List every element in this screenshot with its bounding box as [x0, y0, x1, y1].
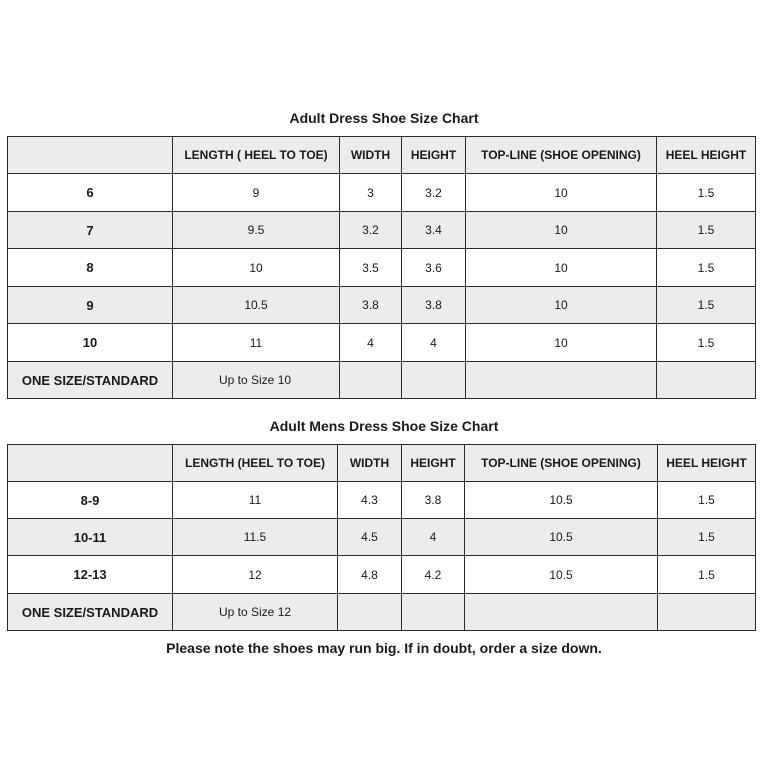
value-cell: 1.5	[657, 287, 756, 324]
value-cell: 3.4	[402, 212, 466, 249]
table1-header-cell	[8, 137, 173, 174]
value-cell: 3.8	[402, 287, 466, 324]
table1-header-cell: HEIGHT	[402, 137, 466, 174]
size-cell: 12-13	[8, 556, 173, 594]
value-cell: 9	[173, 174, 340, 212]
table-row	[8, 249, 756, 287]
table-row	[8, 212, 756, 249]
value-cell: 1.5	[658, 482, 756, 519]
value-cell: 10	[466, 212, 657, 249]
value-cell: 4.5	[338, 519, 402, 556]
table-row	[8, 519, 756, 556]
value-cell: 10	[466, 287, 657, 324]
table-row	[8, 174, 756, 212]
table1-header-cell: LENGTH ( HEEL TO TOE)	[173, 137, 340, 174]
empty-cell	[338, 594, 402, 631]
empty-cell	[340, 362, 402, 399]
value-cell: 4.3	[338, 482, 402, 519]
mens-size-table	[7, 444, 756, 631]
value-cell: 10	[466, 324, 657, 362]
value-cell: 10.5	[173, 287, 340, 324]
value-cell: 10	[466, 249, 657, 287]
womens-size-table	[7, 136, 756, 399]
table-row	[8, 556, 756, 594]
value-cell: 1.5	[657, 212, 756, 249]
value-cell: 4	[402, 519, 465, 556]
value-cell: 1.5	[658, 556, 756, 594]
empty-cell	[657, 362, 756, 399]
table1-header-row	[8, 137, 756, 174]
size-cell: 8	[8, 249, 173, 287]
empty-cell	[402, 594, 465, 631]
one-size-value: Up to Size 12	[173, 594, 338, 631]
value-cell: 4	[402, 324, 466, 362]
size-cell: 8-9	[8, 482, 173, 519]
size-cell: 9	[8, 287, 173, 324]
value-cell: 4.8	[338, 556, 402, 594]
value-cell: 3.2	[340, 212, 402, 249]
empty-cell	[466, 362, 657, 399]
value-cell: 10.5	[465, 556, 658, 594]
table-row	[8, 324, 756, 362]
one-size-label: ONE SIZE/STANDARD	[8, 594, 173, 631]
value-cell: 1.5	[657, 174, 756, 212]
size-cell: 10	[8, 324, 173, 362]
value-cell: 4.2	[402, 556, 465, 594]
one-size-value: Up to Size 10	[173, 362, 340, 399]
value-cell: 1.5	[657, 324, 756, 362]
empty-cell	[465, 594, 658, 631]
table2-header-cell: TOP-LINE (SHOE OPENING)	[465, 445, 658, 482]
value-cell: 3.6	[402, 249, 466, 287]
empty-cell	[402, 362, 466, 399]
value-cell: 3.5	[340, 249, 402, 287]
table-row	[8, 482, 756, 519]
value-cell: 9.5	[173, 212, 340, 249]
table1-header-cell: TOP-LINE (SHOE OPENING)	[466, 137, 657, 174]
value-cell: 1.5	[657, 249, 756, 287]
value-cell: 1.5	[658, 519, 756, 556]
empty-cell	[658, 594, 756, 631]
one-size-label: ONE SIZE/STANDARD	[8, 362, 173, 399]
size-cell: 7	[8, 212, 173, 249]
table2-header-cell: LENGTH (HEEL TO TOE)	[173, 445, 338, 482]
value-cell: 10	[173, 249, 340, 287]
table2-header-cell	[8, 445, 173, 482]
table2-header-cell: HEIGHT	[402, 445, 465, 482]
size-cell: 10-11	[8, 519, 173, 556]
value-cell: 3.8	[340, 287, 402, 324]
value-cell: 4	[340, 324, 402, 362]
table-row	[8, 287, 756, 324]
size-cell: 6	[8, 174, 173, 212]
value-cell: 3.2	[402, 174, 466, 212]
value-cell: 3	[340, 174, 402, 212]
table1-header-cell: HEEL HEIGHT	[657, 137, 756, 174]
value-cell: 3.8	[402, 482, 465, 519]
value-cell: 11	[173, 324, 340, 362]
table2-header-cell: HEEL HEIGHT	[658, 445, 756, 482]
sizing-note: Please note the shoes may run big. If in doubt, order a size down.	[166, 640, 602, 656]
table2-header-cell: WIDTH	[338, 445, 402, 482]
value-cell: 10.5	[465, 519, 658, 556]
one-size-row	[8, 362, 756, 399]
value-cell: 10	[466, 174, 657, 212]
value-cell: 11	[173, 482, 338, 519]
table2-header-row	[8, 445, 756, 482]
table2-title: Adult Mens Dress Shoe Size Chart	[269, 418, 499, 434]
value-cell: 12	[173, 556, 338, 594]
one-size-row	[8, 594, 756, 631]
table1-header-cell: WIDTH	[340, 137, 402, 174]
table1-title: Adult Dress Shoe Size Chart	[289, 110, 479, 126]
value-cell: 10.5	[465, 482, 658, 519]
value-cell: 11.5	[173, 519, 338, 556]
